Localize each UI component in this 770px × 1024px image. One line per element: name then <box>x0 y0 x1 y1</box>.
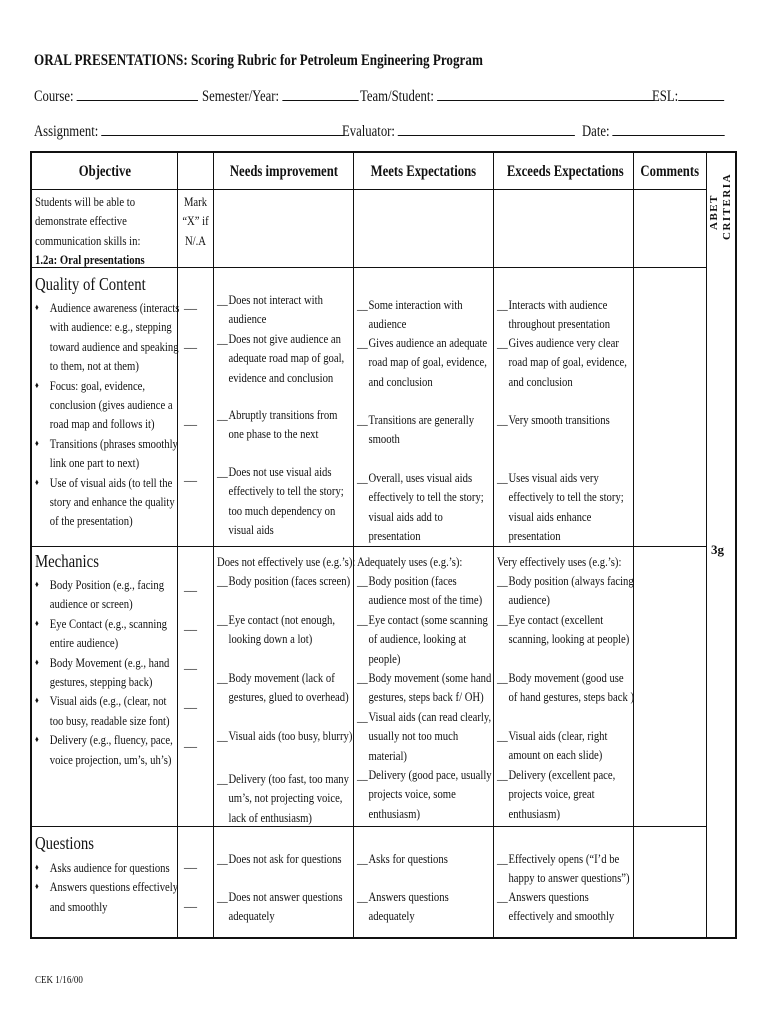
list-item: ♦ Focus: goal, evidence, conclusion (gives audience a road map and follows it) <box>35 377 173 432</box>
mechanics-meets-heading: Adequately uses (e.g.’s): <box>357 554 463 569</box>
mark-blank[interactable]: __ <box>184 468 197 483</box>
list-item: ♦ Use of visual aids (to tell the story and enhance the quality of the presentation) <box>35 474 175 529</box>
mark-blank[interactable]: __ <box>184 412 197 427</box>
mechanics-meets-item: __ Visual aids (can read clearly, usually not too much material) <box>357 709 492 763</box>
list-item: ♦ Answers questions effectively and smoothly <box>35 879 179 914</box>
mark-blank[interactable]: __ <box>184 894 197 909</box>
list-item: ♦ Body Movement (e.g., hand gestures, stepping back) <box>35 654 170 690</box>
list-item: ♦ Delivery (e.g., fluency, pace, voice projection, um’s, uh’s) <box>35 732 173 767</box>
mechanics-needs-heading: Does not effectively use (e.g.’s): <box>217 554 356 569</box>
quality-of-content-heading: Quality of Content <box>35 274 146 294</box>
mechanics-needs-item: __ Delivery (too fast, too many um’s, not projecting voice, lack of enthusiasm) <box>217 771 349 825</box>
list-item: ♦ Eye Contact (e.g., scanning entire audience) <box>35 615 167 651</box>
mark-blank[interactable]: __ <box>184 656 197 671</box>
intro-text: Students will be able to demonstrate effective communication skills in: 1.2a: Oral presentations <box>35 194 145 268</box>
quality-needs-item: __ Does not interact with audience <box>217 292 323 327</box>
document-title: ORAL PRESENTATIONS: Scoring Rubric for Petroleum Engineering Program <box>34 52 483 69</box>
assignment-field[interactable]: Assignment: <box>34 121 412 142</box>
quality-meets-item: __ Some interaction with audience <box>357 297 463 332</box>
mechanics-needs-item: __ Body movement (lack of gestures, glued to overhead) <box>217 670 349 705</box>
mechanics-meets-item: __ Body position (faces audience most of the time) <box>357 573 483 608</box>
quality-meets-item: __ Overall, uses visual aids effectively to tell the story; visual aids add to presentation <box>357 470 484 544</box>
evaluator-field[interactable]: Evaluator: <box>342 121 626 142</box>
quality-needs-item: __ Does not give audience an adequate road map of goal, evidence and conclusion <box>217 331 345 385</box>
list-item: ♦ Transitions (phrases smoothly link one part to next) <box>35 435 178 471</box>
quality-exceeds-item: __ Very smooth transitions <box>497 412 610 427</box>
mark-blank[interactable]: __ <box>184 617 197 632</box>
questions-exceeds-item: __ Answers questions effectively and smoothly <box>497 889 615 924</box>
mechanics-exceeds-heading: Very effectively uses (e.g.’s): <box>497 554 622 569</box>
meets-expectations-header: Meets Expectations <box>370 163 477 180</box>
mechanics-heading: Mechanics <box>35 551 99 571</box>
mechanics-needs-item: __ Visual aids (too busy, blurry) <box>217 728 353 743</box>
quality-needs-item: __ Abruptly transitions from one phase to the next <box>217 407 338 442</box>
date-field[interactable]: Date: <box>582 121 756 142</box>
questions-meets-item: __ Asks for questions <box>357 851 448 866</box>
list-item: ♦ Asks audience for questions <box>35 860 170 875</box>
footer-code: CEK 1/16/00 <box>35 974 83 986</box>
quality-exceeds-item: __ Gives audience very clear road map of goal, evidence, and conclusion <box>497 335 627 389</box>
quality-meets-item: __ Transitions are generally smooth <box>357 412 475 447</box>
mark-blank[interactable]: __ <box>184 296 197 311</box>
quality-exceeds-item: __ Uses visual aids very effectively to tell the story; visual aids enhance presentation <box>497 470 624 544</box>
mark-na-note: Mark “X” if N/.A <box>182 194 209 248</box>
quality-exceeds-item: __ Interacts with audience throughout presentation <box>497 297 611 332</box>
esl-field[interactable]: ESL: <box>652 86 740 107</box>
mechanics-exceeds-item: __ Body position (always facing audience) <box>497 573 634 608</box>
mechanics-objectives <box>35 575 203 769</box>
team-student-field[interactable]: Team/Student: <box>360 86 719 107</box>
quality-meets-item: __ Gives audience an adequate road map of goal, evidence, and conclusion <box>357 335 488 389</box>
list-item: ♦ Visual aids (e.g., (clear, not too busy, readable size font) <box>35 693 170 728</box>
abet-criteria-value: 3g <box>711 542 724 557</box>
questions-exceeds-item: __ Effectively opens (“I’d be happy to answer questions”) <box>497 851 630 886</box>
questions-needs-item: __ Does not answer questions adequately <box>217 889 343 924</box>
list-item: ♦ Audience awareness (interacts with audience: e.g., stepping toward audience and speaking to them, not at them) <box>35 300 180 374</box>
semester-field[interactable]: Semester/Year: <box>202 86 393 107</box>
mark-blank[interactable]: __ <box>184 335 197 350</box>
mark-blank[interactable]: __ <box>184 578 197 593</box>
mechanics-meets-item: __ Body movement (some hand gestures, steps back f/ OH) <box>357 670 492 705</box>
mechanics-exceeds-item: __ Body movement (good use of hand gestures, steps back ) <box>497 670 635 705</box>
course-field[interactable]: Course: <box>34 86 234 107</box>
questions-needs-item: __ Does not ask for questions <box>217 851 342 866</box>
objective-header: Objective <box>78 163 131 180</box>
questions-meets-item: __ Answers questions adequately <box>357 889 449 924</box>
questions-heading: Questions <box>35 833 95 853</box>
mechanics-exceeds-item: __ Delivery (excellent pace, projects voice, great enthusiasm) <box>497 767 616 821</box>
mechanics-exceeds-item: __ Visual aids (clear, right amount on each slide) <box>497 728 608 763</box>
abet-criteria-header: ABET CRITERIA <box>708 172 733 240</box>
list-item: ♦ Body Position (e.g., facing audience or screen) <box>35 577 165 612</box>
needs-improvement-header: Needs improvement <box>229 163 338 180</box>
exceeds-expectations-header: Exceeds Expectations <box>506 163 624 180</box>
mechanics-needs-item: __ Eye contact (not enough, looking down a lot) <box>217 612 336 647</box>
comments-header: Comments <box>640 163 700 180</box>
mark-blank[interactable]: __ <box>184 734 197 749</box>
mark-blank[interactable]: __ <box>184 695 197 710</box>
mechanics-needs-item: __ Body position (faces screen) <box>217 573 351 588</box>
mechanics-meets-item: __ Delivery (good pace, usually projects voice, some enthusiasm) <box>357 767 492 821</box>
mechanics-exceeds-item: __ Eye contact (excellent scanning, looking at people) <box>497 612 630 647</box>
mark-blank[interactable]: __ <box>184 855 197 870</box>
quality-needs-item: __ Does not use visual aids effectively to tell the story; too much dependency on visual aids <box>217 464 344 538</box>
mechanics-meets-item: __ Eye contact (some scanning of audience, looking at people) <box>357 612 488 666</box>
